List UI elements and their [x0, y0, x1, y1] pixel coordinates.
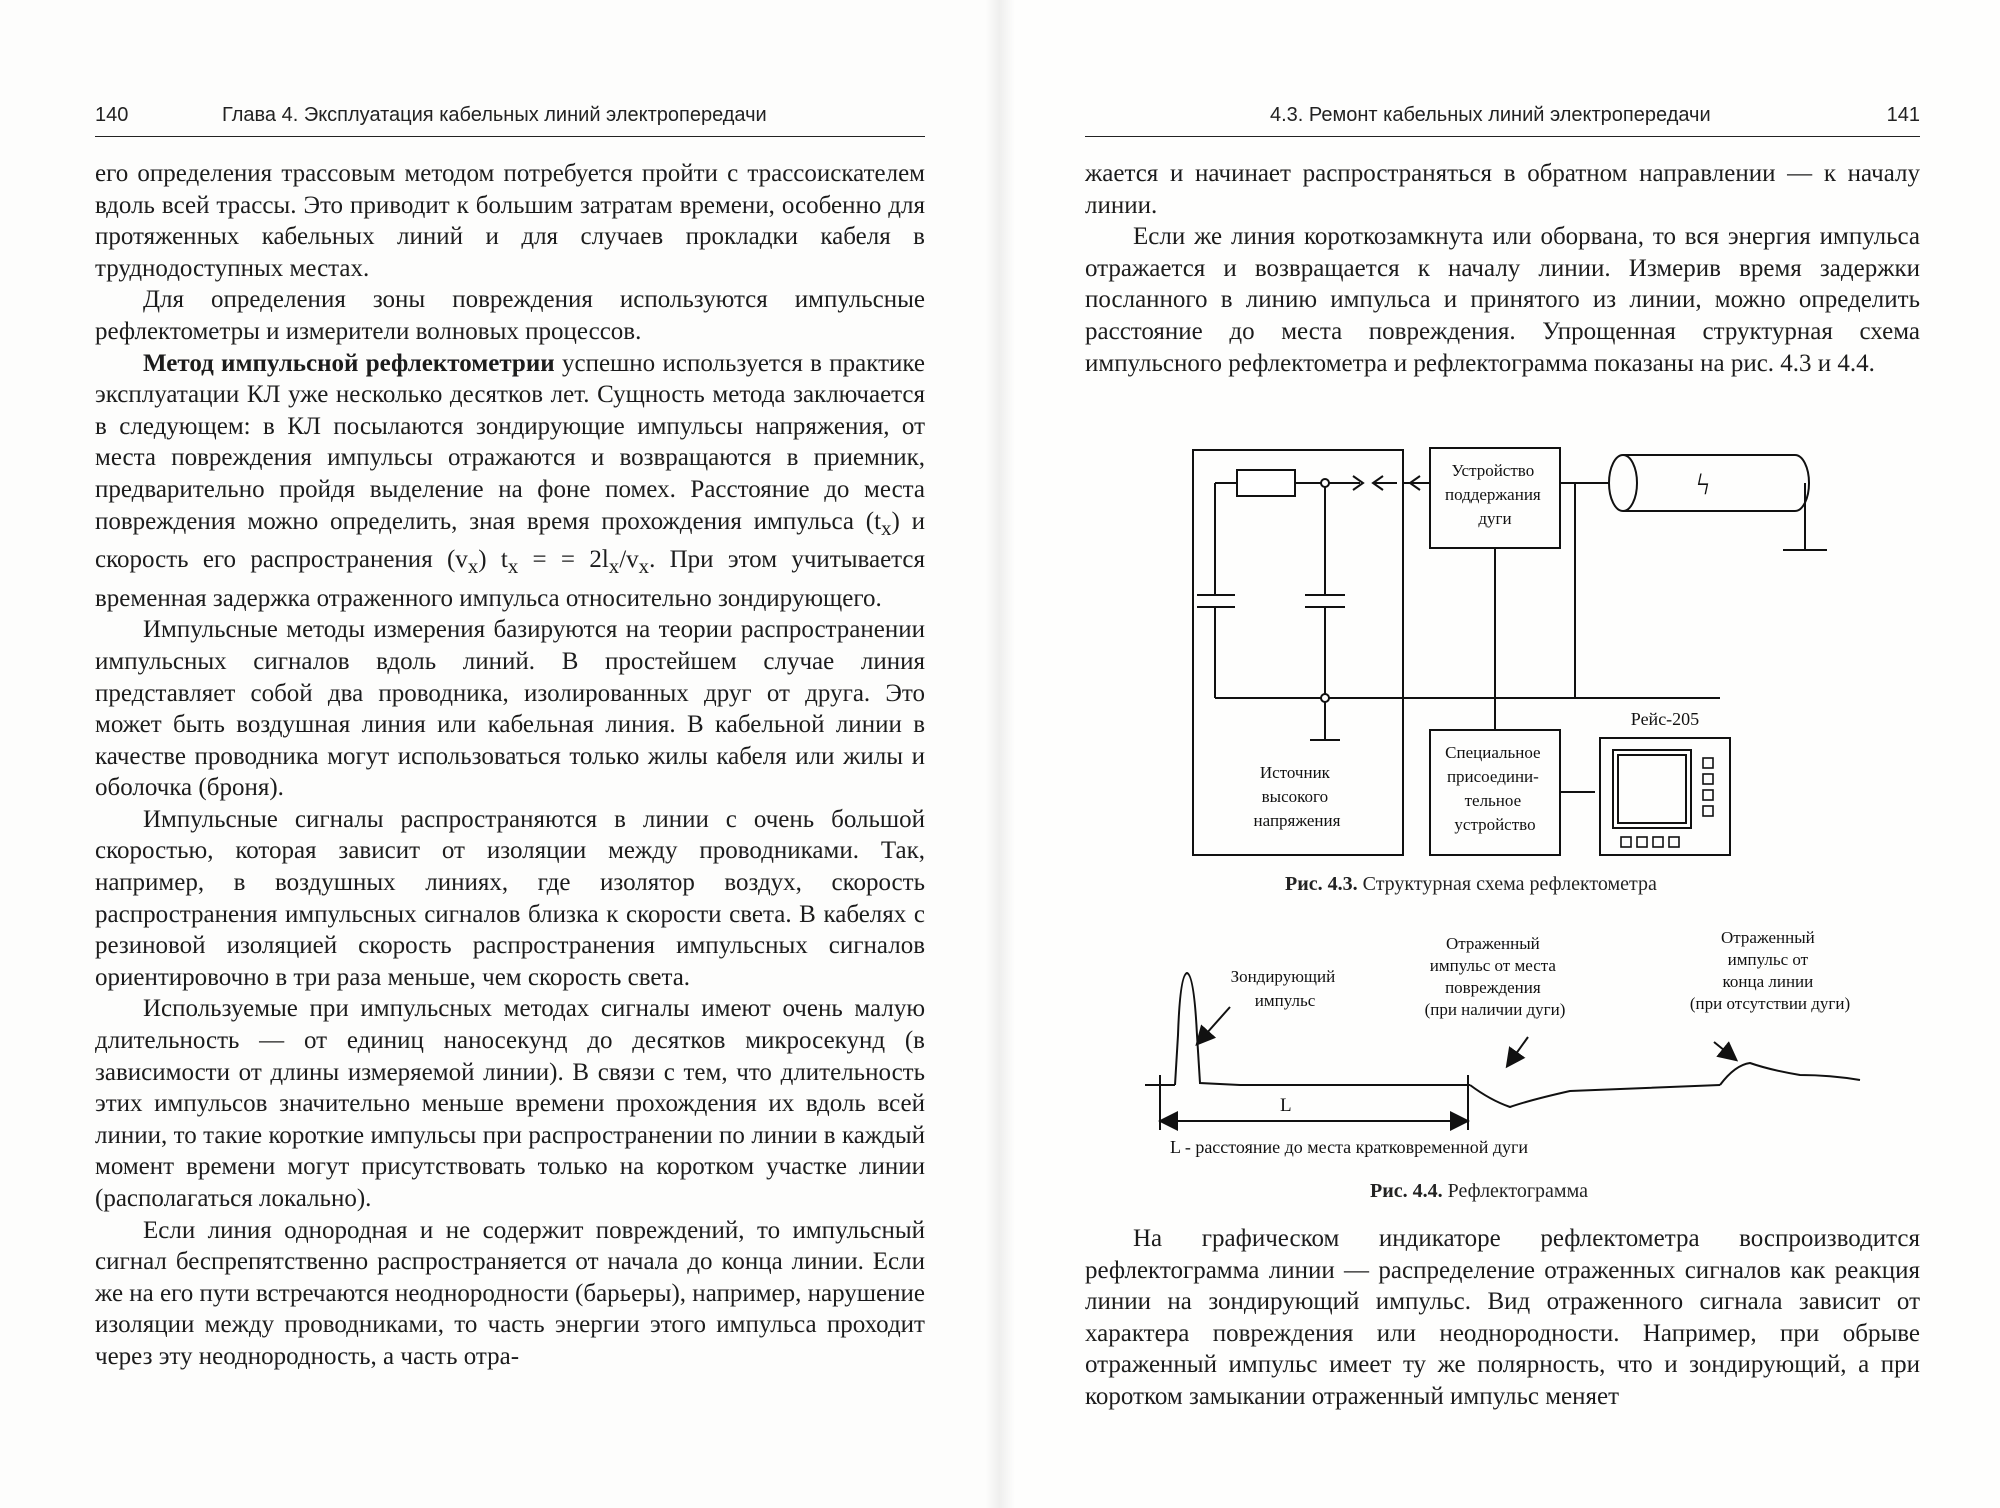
- paragraph-method: Метод импульсной рефлектометрии успешно используется в практике эксплуатации КЛ уже несколько десятков лет. Сущность метода заключается в следующем: в КЛ посылаются зондирующие импульсы напряжения, от места повреждения импульсы отражаются и возвращаются в приемник, предварительно пройдя выделение на фоне помех. Расстояние до места повреждения можно определить, зная время прохождения импульса $(t_x)$ и скорость его распространения $(v_x) t_x$ = = $2l_x/v_x$. При этом учитывается временная задержка отраженного импульса относительно зондирующего.: [95, 349, 925, 612]
- svg-text:Отраженный импульс от: Отраженный импульс от конца линии (при отсутствии дуги): [1689, 928, 1851, 1013]
- paragraph: Импульсные сигналы распространяются в линии с очень большой скоростью, которая зависит от изоляции между проводниками. Так, например, в воздушных линиях, где изолятор воздух, скорость распространения импульсных сигналов близка к скорости света. В кабелях с резиновой изоляцией скорость распространения импульсных сигналов ориентировочно в три раза меньше, чем скорость света.: [95, 805, 925, 991]
- left-body-text: [95, 158, 925, 1373]
- svg-text:Зондирующий импульс: Зондирующий импульс: [1230, 967, 1336, 1010]
- paragraph: Для определения зоны повреждения используются импульсные рефлектометры и измерители волновых процессов.: [95, 286, 925, 345]
- cable-end: [1609, 455, 1637, 511]
- page-number-left: 140: [95, 104, 129, 126]
- section-title: 4.3. Ремонт кабельных линий электропередачи: [1270, 104, 1711, 126]
- svg-text:Специальное присоедини-: Специальное присоедини- тельное устройство: [1445, 743, 1541, 834]
- distance-symbol: L: [1280, 1095, 1292, 1116]
- fault-reflection-trace: [1470, 1085, 1720, 1107]
- distance-note: L - расстояние до места кратковременной дуги: [1170, 1137, 1529, 1157]
- paragraph: Используемые при импульсных методах сигналы имеют очень малую длительность — от единиц наносекунд до десятков микросекунд (в зависимости от длины измеряемой линии). В связи с тем, что длительность этих импульсов значительно меньше времени прохождения их вдоль всей линии, то такие короткие импульсы при распространении по линии в каждый момент времени могут присутствовать только на коротком участке линии (располагаться локально).: [95, 995, 925, 1212]
- svg-text:Источник высокого: Источник высокого напряжения: [1253, 763, 1341, 830]
- svg-text:Устройство поддержания: Устройство поддержания дуги: [1444, 461, 1541, 528]
- figure-4-3-diagram: [1175, 440, 1835, 860]
- page-number-right: 141: [1886, 104, 1920, 126]
- right-body-text-top: [1085, 158, 1920, 379]
- figure-4-3-caption: Рис. 4.3. Структурная схема рефлектометра: [1285, 873, 1657, 895]
- resistor-symbol: [1237, 470, 1295, 496]
- paragraph: На графическом индикаторе рефлектометра воспроизводится рефлектограмма линии — распределение отраженных сигналов как реакция линии на зондирующий импульс. Вид отраженного сигнала зависит от характера повреждения или неоднородности. Например, при обрыве отраженный импульс имеет ту же полярность, что и зондирующий, а при коротком замыкании отраженный импульс меняет: [1085, 1225, 1920, 1410]
- lightning-icon: ϟ: [1696, 468, 1710, 501]
- instrument-label: Рейс-205: [1630, 709, 1700, 729]
- probe-pulse-trace: [1175, 973, 1470, 1085]
- figure-4-4-reflectogram: [1130, 925, 1900, 1175]
- left-running-header: [95, 100, 925, 137]
- right-page: [1000, 0, 2000, 1508]
- right-running-header: [1085, 100, 1920, 137]
- bold-term: Метод импульсной рефлектометрии: [143, 349, 555, 377]
- paragraph: Если линия однородная и не содержит повреждений, то импульсный сигнал беспрепятственно распространяется от начала до конца линии. Если же на его пути встречаются неоднородности (барьеры), например, нарушение изоляции между проводниками, то часть энергии этого импульса проходит через эту неоднородность, а часть отра-: [95, 1216, 925, 1370]
- paragraph: его определения трассовым методом потребуется пройти с трассоискателем вдоль всей трассы. Это приводит к большим затратам времени, особенно для протяженных кабельных линий и для случаев прокладки кабеля в труднодоступных местах.: [95, 160, 925, 282]
- svg-text:Отраженный импульс от ме: Отраженный импульс от места повреждения (при наличии дуги): [1424, 934, 1566, 1019]
- end-reflection-trace: [1720, 1063, 1860, 1085]
- right-body-text-bottom: [1085, 1223, 1920, 1413]
- paragraph: Импульсные методы измерения базируются на теории распространении импульсных сигналов вдоль линий. В простейшем случае линия представляет собой два проводника, изолированных друг от друга. Это может быть воздушная линия или кабельная линия. В кабельной линии в качестве проводника могут использоваться только жилы кабеля или жилы и оболочка (броня).: [95, 616, 925, 802]
- book-gutter: [985, 0, 1015, 1508]
- paragraph: жается и начинает распространяться в обратном направлении — к началу линии.: [1085, 160, 1920, 219]
- paragraph: Если же линия короткозамкнута или оборвана, то вся энергия импульса отражается и возвращается к началу линии. Измерив время задержки посланного в линию импульса и принятого из линии, можно определить расстояние до места повреждения. Упрощенная структурная схема импульсного рефлектометра и рефлектограмма показаны на рис. 4.3 и 4.4.: [1085, 223, 1920, 377]
- chapter-title: Глава 4. Эксплуатация кабельных линий электропередачи: [222, 104, 767, 126]
- figure-4-4-caption: Рис. 4.4. Рефлектограмма: [1370, 1180, 1588, 1202]
